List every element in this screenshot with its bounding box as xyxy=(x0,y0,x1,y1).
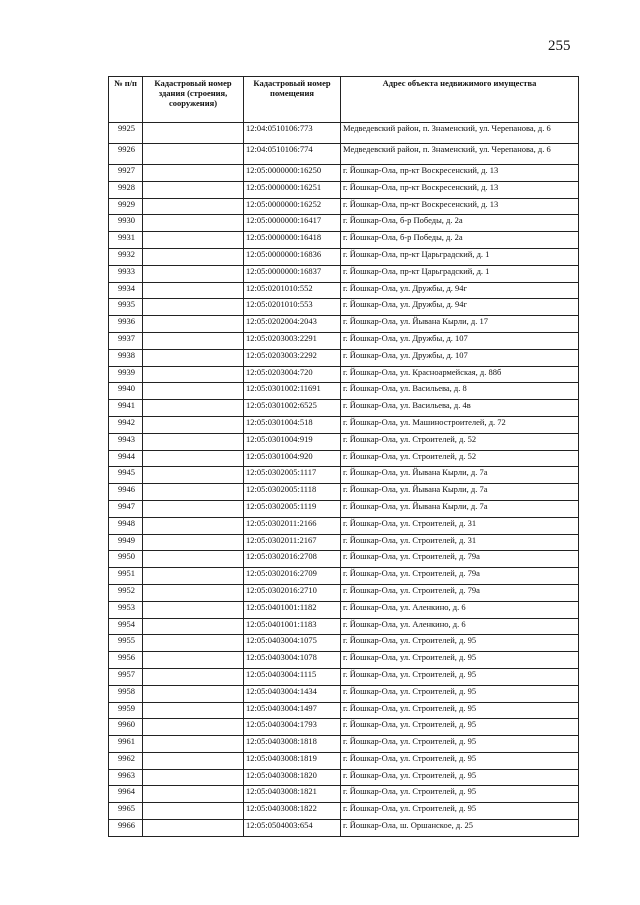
table-row xyxy=(109,198,579,215)
address-cell: г. Йошкар-Ола, ул. Строителей, д. 95 xyxy=(341,769,579,786)
room-cadastral-cell: 12:05:0301004:919 xyxy=(244,433,341,450)
row-number-cell: 9963 xyxy=(109,769,143,786)
address-cell: г. Йошкар-Ола, ул. Строителей, д. 31 xyxy=(341,517,579,534)
address-cell: г. Йошкар-Ола, ул. Строителей, д. 95 xyxy=(341,719,579,736)
row-number-cell: 9945 xyxy=(109,467,143,484)
room-cadastral-cell: 12:05:0202004:2043 xyxy=(244,316,341,333)
building-cadastral-cell xyxy=(143,433,244,450)
building-cadastral-cell xyxy=(143,400,244,417)
row-number-cell: 9939 xyxy=(109,366,143,383)
address-cell: г. Йошкар-Ола, ул. Строителей, д. 95 xyxy=(341,736,579,753)
table-row xyxy=(109,450,579,467)
row-number-cell: 9929 xyxy=(109,198,143,215)
address-cell: г. Йошкар-Ола, ул. Аленкино, д. 6 xyxy=(341,618,579,635)
address-cell: г. Йошкар-Ола, ул. Строителей, д. 52 xyxy=(341,433,579,450)
table-header xyxy=(109,77,579,123)
table-row xyxy=(109,517,579,534)
row-number-cell: 9935 xyxy=(109,299,143,316)
address-cell: г. Йошкар-Ола, пр-кт Воскресенский, д. 13 xyxy=(341,181,579,198)
address-cell: г. Йошкар-Ола, ул. Йывана Кырли, д. 7а xyxy=(341,500,579,517)
address-cell: г. Йошкар-Ола, ул. Строителей, д. 79а xyxy=(341,584,579,601)
row-number-cell: 9926 xyxy=(109,144,143,165)
room-cadastral-cell: 12:05:0403008:1818 xyxy=(244,736,341,753)
row-number-cell: 9940 xyxy=(109,383,143,400)
address-cell: г. Йошкар-Ола, ул. Васильева, д. 4в xyxy=(341,400,579,417)
address-cell: г. Йошкар-Ола, ул. Строителей, д. 31 xyxy=(341,534,579,551)
building-cadastral-cell xyxy=(143,165,244,182)
building-cadastral-cell xyxy=(143,820,244,837)
room-cadastral-cell: 12:05:0302011:2166 xyxy=(244,517,341,534)
address-cell: г. Йошкар-Ола, ул. Строителей, д. 52 xyxy=(341,450,579,467)
row-number-cell: 9947 xyxy=(109,500,143,517)
room-cadastral-cell: 12:05:0203003:2291 xyxy=(244,332,341,349)
building-cadastral-cell xyxy=(143,299,244,316)
room-cadastral-cell: 12:05:0403004:1078 xyxy=(244,652,341,669)
address-cell: г. Йошкар-Ола, пр-кт Воскресенский, д. 13 xyxy=(341,198,579,215)
row-number-cell: 9956 xyxy=(109,652,143,669)
address-cell: г. Йошкар-Ола, ул. Дружбы, д. 107 xyxy=(341,332,579,349)
address-cell: г. Йошкар-Ола, ул. Машиностроителей, д. 72 xyxy=(341,416,579,433)
room-cadastral-cell: 12:05:0403004:1497 xyxy=(244,702,341,719)
table-row xyxy=(109,416,579,433)
row-number-cell: 9927 xyxy=(109,165,143,182)
building-cadastral-cell xyxy=(143,601,244,618)
table-row xyxy=(109,433,579,450)
table-body xyxy=(109,123,579,837)
table-row xyxy=(109,215,579,232)
address-cell: г. Йошкар-Ола, ул. Красноармейская, д. 88б xyxy=(341,366,579,383)
row-number-cell: 9955 xyxy=(109,635,143,652)
room-cadastral-cell: 12:05:0403008:1822 xyxy=(244,803,341,820)
room-cadastral-cell: 12:05:0201010:553 xyxy=(244,299,341,316)
building-cadastral-cell xyxy=(143,736,244,753)
address-cell: г. Йошкар-Ола, пр-кт Царьградский, д. 1 xyxy=(341,265,579,282)
building-cadastral-cell xyxy=(143,500,244,517)
building-cadastral-cell xyxy=(143,786,244,803)
building-cadastral-cell xyxy=(143,282,244,299)
table-row xyxy=(109,719,579,736)
building-cadastral-cell xyxy=(143,215,244,232)
table-row xyxy=(109,803,579,820)
room-cadastral-cell: 12:05:0000000:16837 xyxy=(244,265,341,282)
table-row xyxy=(109,366,579,383)
address-cell: г. Йошкар-Ола, ш. Оршанское, д. 25 xyxy=(341,820,579,837)
room-cadastral-cell: 12:05:0403008:1820 xyxy=(244,769,341,786)
room-cadastral-cell: 12:05:0302016:2708 xyxy=(244,551,341,568)
table-row xyxy=(109,702,579,719)
room-cadastral-cell: 12:05:0403004:1075 xyxy=(244,635,341,652)
table-row xyxy=(109,349,579,366)
building-cadastral-cell xyxy=(143,248,244,265)
building-cadastral-cell xyxy=(143,618,244,635)
room-cadastral-cell: 12:05:0403008:1821 xyxy=(244,786,341,803)
table-row xyxy=(109,786,579,803)
table-row xyxy=(109,165,579,182)
table-row xyxy=(109,332,579,349)
room-cadastral-cell: 12:04:0510106:774 xyxy=(244,144,341,165)
row-number-cell: 9957 xyxy=(109,668,143,685)
building-cadastral-cell xyxy=(143,517,244,534)
table-row xyxy=(109,316,579,333)
property-register-table xyxy=(108,76,579,837)
row-number-cell: 9961 xyxy=(109,736,143,753)
table-row xyxy=(109,635,579,652)
building-cadastral-cell xyxy=(143,584,244,601)
building-cadastral-cell xyxy=(143,551,244,568)
building-cadastral-cell xyxy=(143,349,244,366)
row-number-cell: 9938 xyxy=(109,349,143,366)
row-number-cell: 9949 xyxy=(109,534,143,551)
building-cadastral-cell xyxy=(143,568,244,585)
table-row xyxy=(109,652,579,669)
header-row xyxy=(109,77,579,123)
room-cadastral-cell: 12:05:0302005:1118 xyxy=(244,484,341,501)
room-cadastral-cell: 12:05:0403008:1819 xyxy=(244,752,341,769)
table-row xyxy=(109,820,579,837)
table-row xyxy=(109,181,579,198)
row-number-cell: 9953 xyxy=(109,601,143,618)
table-row xyxy=(109,685,579,702)
building-cadastral-cell xyxy=(143,316,244,333)
building-cadastral-cell xyxy=(143,652,244,669)
table-row xyxy=(109,601,579,618)
address-cell: г. Йошкар-Ола, ул. Строителей, д. 95 xyxy=(341,803,579,820)
room-cadastral-cell: 12:04:0510106:773 xyxy=(244,123,341,144)
row-number-cell: 9937 xyxy=(109,332,143,349)
row-number-cell: 9959 xyxy=(109,702,143,719)
table-row xyxy=(109,551,579,568)
table-row xyxy=(109,584,579,601)
row-number-cell: 9946 xyxy=(109,484,143,501)
address-cell: г. Йошкар-Ола, ул. Дружбы, д. 107 xyxy=(341,349,579,366)
table-row xyxy=(109,400,579,417)
building-cadastral-cell xyxy=(143,685,244,702)
room-cadastral-cell: 12:05:0301002:11691 xyxy=(244,383,341,400)
row-number-cell: 9954 xyxy=(109,618,143,635)
table-row xyxy=(109,752,579,769)
building-cadastral-cell xyxy=(143,383,244,400)
address-cell: г. Йошкар-Ола, б-р Победы, д. 2а xyxy=(341,215,579,232)
address-cell: г. Йошкар-Ола, ул. Дружбы, д. 94г xyxy=(341,282,579,299)
building-cadastral-cell xyxy=(143,332,244,349)
address-cell: г. Йошкар-Ола, ул. Строителей, д. 95 xyxy=(341,685,579,702)
row-number-cell: 9952 xyxy=(109,584,143,601)
room-cadastral-cell: 12:05:0000000:16836 xyxy=(244,248,341,265)
header-building-cadastral: Кадастровый номер здания (строения, сооружения) xyxy=(143,77,244,123)
table-row xyxy=(109,668,579,685)
address-cell: г. Йошкар-Ола, ул. Строителей, д. 95 xyxy=(341,752,579,769)
building-cadastral-cell xyxy=(143,181,244,198)
building-cadastral-cell xyxy=(143,416,244,433)
room-cadastral-cell: 12:05:0203004:720 xyxy=(244,366,341,383)
address-cell: г. Йошкар-Ола, ул. Строителей, д. 95 xyxy=(341,668,579,685)
header-address: Адрес объекта недвижимого имущества xyxy=(341,77,579,123)
room-cadastral-cell: 12:05:0201010:552 xyxy=(244,282,341,299)
building-cadastral-cell xyxy=(143,635,244,652)
table-row xyxy=(109,500,579,517)
address-cell: г. Йошкар-Ола, ул. Строителей, д. 95 xyxy=(341,635,579,652)
table-row xyxy=(109,769,579,786)
building-cadastral-cell xyxy=(143,144,244,165)
building-cadastral-cell xyxy=(143,719,244,736)
building-cadastral-cell xyxy=(143,534,244,551)
building-cadastral-cell xyxy=(143,265,244,282)
room-cadastral-cell: 12:05:0000000:16418 xyxy=(244,232,341,249)
room-cadastral-cell: 12:05:0302005:1119 xyxy=(244,500,341,517)
page-number: 255 xyxy=(548,38,571,54)
row-number-cell: 9934 xyxy=(109,282,143,299)
header-num: № п/п xyxy=(109,77,143,123)
table-row xyxy=(109,568,579,585)
address-cell: г. Йошкар-Ола, ул. Йывана Кырли, д. 17 xyxy=(341,316,579,333)
row-number-cell: 9962 xyxy=(109,752,143,769)
table-row xyxy=(109,123,579,144)
row-number-cell: 9958 xyxy=(109,685,143,702)
building-cadastral-cell xyxy=(143,803,244,820)
building-cadastral-cell xyxy=(143,366,244,383)
table-row xyxy=(109,484,579,501)
table-row xyxy=(109,282,579,299)
room-cadastral-cell: 12:05:0000000:16417 xyxy=(244,215,341,232)
room-cadastral-cell: 12:05:0203003:2292 xyxy=(244,349,341,366)
address-cell: г. Йошкар-Ола, ул. Строителей, д. 95 xyxy=(341,652,579,669)
row-number-cell: 9941 xyxy=(109,400,143,417)
row-number-cell: 9933 xyxy=(109,265,143,282)
building-cadastral-cell xyxy=(143,450,244,467)
building-cadastral-cell xyxy=(143,198,244,215)
table-row xyxy=(109,534,579,551)
row-number-cell: 9928 xyxy=(109,181,143,198)
table-row xyxy=(109,467,579,484)
row-number-cell: 9965 xyxy=(109,803,143,820)
row-number-cell: 9942 xyxy=(109,416,143,433)
address-cell: г. Йошкар-Ола, ул. Строителей, д. 79а xyxy=(341,551,579,568)
table-row xyxy=(109,618,579,635)
address-cell: г. Йошкар-Ола, пр-кт Воскресенский, д. 13 xyxy=(341,165,579,182)
address-cell: г. Йошкар-Ола, ул. Строителей, д. 95 xyxy=(341,786,579,803)
table-row xyxy=(109,248,579,265)
building-cadastral-cell xyxy=(143,769,244,786)
address-cell: г. Йошкар-Ола, ул. Йывана Кырли, д. 7а xyxy=(341,467,579,484)
row-number-cell: 9966 xyxy=(109,820,143,837)
building-cadastral-cell xyxy=(143,752,244,769)
room-cadastral-cell: 12:05:0000000:16252 xyxy=(244,198,341,215)
room-cadastral-cell: 12:05:0000000:16250 xyxy=(244,165,341,182)
room-cadastral-cell: 12:05:0302005:1117 xyxy=(244,467,341,484)
table-row xyxy=(109,383,579,400)
row-number-cell: 9925 xyxy=(109,123,143,144)
row-number-cell: 9932 xyxy=(109,248,143,265)
address-cell: Медведевский район, п. Знаменский, ул. Черепанова, д. 6 xyxy=(341,144,579,165)
row-number-cell: 9930 xyxy=(109,215,143,232)
table-row xyxy=(109,232,579,249)
room-cadastral-cell: 12:05:0403004:1115 xyxy=(244,668,341,685)
address-cell: г. Йошкар-Ола, ул. Строителей, д. 79а xyxy=(341,568,579,585)
row-number-cell: 9948 xyxy=(109,517,143,534)
address-cell: г. Йошкар-Ола, ул. Дружбы, д. 94г xyxy=(341,299,579,316)
building-cadastral-cell xyxy=(143,668,244,685)
room-cadastral-cell: 12:05:0301002:6525 xyxy=(244,400,341,417)
address-cell: г. Йошкар-Ола, ул. Аленкино, д. 6 xyxy=(341,601,579,618)
row-number-cell: 9950 xyxy=(109,551,143,568)
table-row xyxy=(109,299,579,316)
building-cadastral-cell xyxy=(143,232,244,249)
room-cadastral-cell: 12:05:0302016:2709 xyxy=(244,568,341,585)
row-number-cell: 9964 xyxy=(109,786,143,803)
address-cell: г. Йошкар-Ола, б-р Победы, д. 2а xyxy=(341,232,579,249)
address-cell: Медведевский район, п. Знаменский, ул. Черепанова, д. 6 xyxy=(341,123,579,144)
building-cadastral-cell xyxy=(143,702,244,719)
room-cadastral-cell: 12:05:0401001:1183 xyxy=(244,618,341,635)
address-cell: г. Йошкар-Ола, ул. Строителей, д. 95 xyxy=(341,702,579,719)
address-cell: г. Йошкар-Ола, пр-кт Царьградский, д. 1 xyxy=(341,248,579,265)
row-number-cell: 9931 xyxy=(109,232,143,249)
building-cadastral-cell xyxy=(143,467,244,484)
room-cadastral-cell: 12:05:0403004:1793 xyxy=(244,719,341,736)
row-number-cell: 9936 xyxy=(109,316,143,333)
building-cadastral-cell xyxy=(143,123,244,144)
building-cadastral-cell xyxy=(143,484,244,501)
room-cadastral-cell: 12:05:0301004:920 xyxy=(244,450,341,467)
table-row xyxy=(109,265,579,282)
address-cell: г. Йошкар-Ола, ул. Васильева, д. 8 xyxy=(341,383,579,400)
room-cadastral-cell: 12:05:0302011:2167 xyxy=(244,534,341,551)
room-cadastral-cell: 12:05:0301004:518 xyxy=(244,416,341,433)
header-room-cadastral: Кадастровый номер помещения xyxy=(244,77,341,123)
table-row xyxy=(109,144,579,165)
row-number-cell: 9944 xyxy=(109,450,143,467)
room-cadastral-cell: 12:05:0401001:1182 xyxy=(244,601,341,618)
room-cadastral-cell: 12:05:0504003:654 xyxy=(244,820,341,837)
room-cadastral-cell: 12:05:0302016:2710 xyxy=(244,584,341,601)
row-number-cell: 9960 xyxy=(109,719,143,736)
row-number-cell: 9943 xyxy=(109,433,143,450)
room-cadastral-cell: 12:05:0000000:16251 xyxy=(244,181,341,198)
table-row xyxy=(109,736,579,753)
address-cell: г. Йошкар-Ола, ул. Йывана Кырли, д. 7а xyxy=(341,484,579,501)
row-number-cell: 9951 xyxy=(109,568,143,585)
room-cadastral-cell: 12:05:0403004:1434 xyxy=(244,685,341,702)
